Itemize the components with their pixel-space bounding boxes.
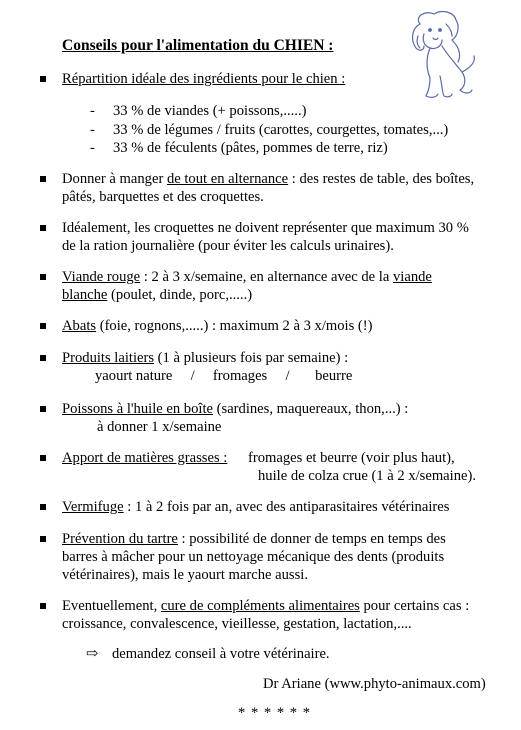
underlined-text: viande: [393, 269, 432, 285]
text: : 1 à 2 fois par an, avec des antiparasitaires vétérinaires: [123, 499, 450, 515]
text-line: de la ration journalière (pour éviter les calculs urinaires).: [62, 238, 394, 254]
text-line: [62, 287, 252, 304]
list-item: 33 % de légumes / fruits (carottes, courgettes, tomates,...): [113, 122, 449, 138]
underlined-text: Abats: [62, 318, 97, 334]
bullet: [40, 274, 46, 280]
text-line: huile de colza crue (1 à 2 x/semaine).: [258, 468, 476, 484]
text-line: fromages et beurre (voir plus haut),: [248, 450, 455, 466]
text-line: croissance, convalescence, vieillesse, gestation, lactation,....: [62, 616, 412, 632]
text-line: Idéalement, les croquettes ne doivent représenter que maximum 30 %: [62, 220, 469, 236]
text: (sardines, maquereaux, thon,...) :: [213, 401, 409, 417]
bullet: [40, 225, 46, 231]
text: Donner à manger: [62, 171, 167, 187]
section-poissons: [62, 401, 408, 418]
section-heading-ingredients: Répartition idéale des ingrédients pour le chien :: [62, 71, 346, 87]
note-text: demandez conseil à votre vétérinaire.: [112, 646, 330, 662]
list-item: 33 % de viandes (+ poissons,.....): [113, 103, 307, 119]
text: (1 à plusieurs fois par semaine) :: [154, 350, 349, 366]
text-line: pâtés, barquettes et des croquettes.: [62, 189, 264, 205]
underlined-text: Poissons à l'huile en boîte: [62, 401, 213, 417]
bullet: [40, 355, 46, 361]
text: (foie, rognons,.....) : maximum 2 à 3 x/mois (!): [96, 318, 373, 334]
text-line: vétérinaires), mais le yaourt marche aussi.: [62, 567, 308, 583]
underlined-text: Produits laitiers: [62, 350, 155, 366]
section-alternance: [62, 171, 474, 188]
underlined-text: de tout en alternance: [166, 171, 289, 187]
signature: Dr Ariane (www.phyto-animaux.com): [263, 676, 486, 692]
dash: -: [90, 140, 95, 156]
bullet: [40, 176, 46, 182]
underlined-text: blanche: [62, 287, 108, 303]
dog-sketch-icon: [400, 6, 482, 106]
text-line: barres à mâcher pour un nettoyage mécanique des dents (produits: [62, 549, 445, 565]
section-tartre: [62, 531, 446, 548]
section-viande: [62, 269, 432, 286]
text: Eventuellement,: [62, 598, 161, 614]
text-line: yaourt nature / fromages / beurre: [95, 368, 353, 384]
bullet: [40, 323, 46, 329]
section-laitiers: [62, 350, 348, 367]
bullet: [40, 455, 46, 461]
underlined-text: Prévention du tartre: [62, 531, 178, 547]
underlined-text: Apport de matières grasses :: [62, 450, 228, 466]
text: : possibilité de donner de temps en temps des: [177, 531, 446, 547]
dash: -: [90, 103, 95, 119]
section-abats: [62, 318, 373, 335]
bullet: [40, 406, 46, 412]
list-item: 33 % de féculents (pâtes, pommes de terre, riz): [113, 140, 388, 156]
underlined-text: cure de compléments alimentaires: [160, 598, 360, 614]
text: : 2 à 3 x/semaine, en alternance avec de la: [140, 269, 393, 285]
bullet: [40, 536, 46, 542]
section-complements: [62, 598, 469, 615]
text: (poulet, dinde, porc,.....): [107, 287, 253, 303]
right-arrow-icon: ⇨: [86, 646, 99, 662]
text: pour certains cas :: [359, 598, 470, 614]
bullet: [40, 603, 46, 609]
section-vermifuge: [62, 499, 449, 516]
text: : des restes de table, des boîtes,: [288, 171, 475, 187]
underlined-text: Vermifuge: [62, 499, 124, 515]
bullet: [40, 504, 46, 510]
bullet: [40, 76, 46, 82]
text-line: à donner 1 x/semaine: [97, 419, 222, 435]
underlined-text: Viande rouge: [62, 269, 141, 285]
dash: -: [90, 122, 95, 138]
page-title: Conseils pour l'alimentation du CHIEN :: [62, 37, 334, 54]
stars-divider: * * * * * *: [238, 705, 312, 721]
